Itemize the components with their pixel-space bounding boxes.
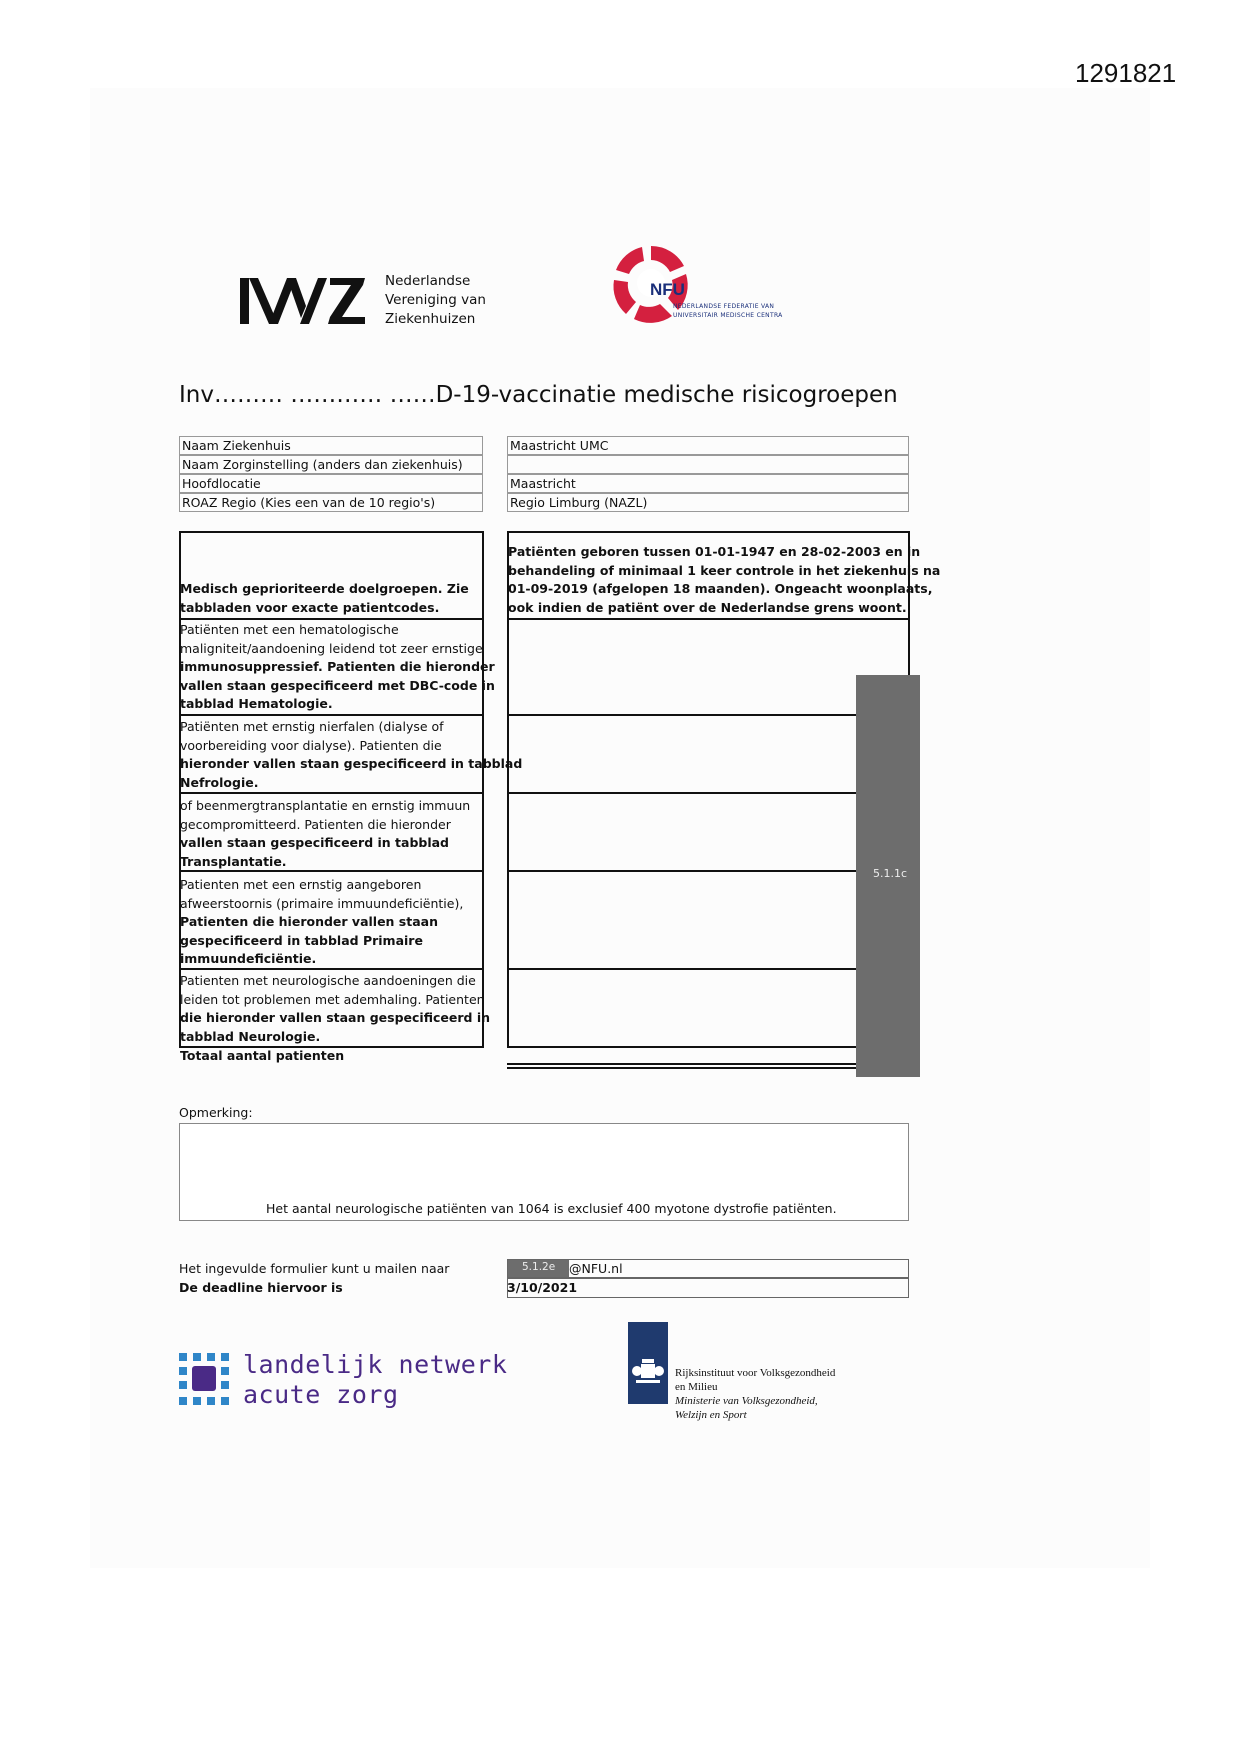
nfu-line: UNIVERSITAIR MEDISCHE CENTRA (673, 312, 783, 319)
field-value-roaz[interactable]: Regio Limburg (NAZL) (507, 493, 909, 512)
group-row-nefrologie: Patiënten met ernstig nierfalen (dialyse of voorbereiding voor dialyse). Patienten die hieronder vallen staan gespecificeerd in tabblad Nefrologie. (180, 719, 523, 790)
deadline-label: De deadline hiervoor is (179, 1280, 343, 1295)
field-value-hoofdlocatie[interactable]: Maastricht (507, 474, 909, 493)
page-title: Inv……… ………… ……D-19-vaccinatie medische risicogroepen (179, 382, 898, 408)
nfu-line: NEDERLANDSE FEDERATIE VAN (673, 303, 775, 310)
group-row-hematologie: Patiënten met een hematologische maligniteit/aandoening leidend tot zeer ernstige immunosuppressief. Patienten die hieronder vallen staan gespecificeerd met DBC-code in tabblad Hematologie. (180, 622, 495, 711)
row-divider (507, 792, 910, 794)
field-label-hoofdlocatie: Hoofdlocatie (179, 474, 483, 493)
nfu-abbrev: NFU (650, 280, 685, 299)
counts-header: Patiënten geboren tussen 01-01-1947 en 28-02-2003 en in behandeling of minimaal 1 keer controle in het ziekenhuis na 01-09-2019 (afgelopen 18 maanden). Ongeacht woonplaats, ook indien de patiënt over de Nederlandse grens woont. (508, 544, 941, 615)
group-row-immuundeficientie: Patienten met een ernstig aangeboren afweerstoornis (primaire immuundeficiëntie), Patienten die hieronder vallen staan gespecificeerd in tabblad Primaire immuundeficiëntie. (180, 877, 464, 966)
row-divider (179, 714, 484, 716)
row-divider (507, 714, 910, 716)
row-text: Patiënten met een hematologische (180, 622, 399, 637)
crest-icon (628, 1322, 668, 1404)
nvz-logo-mark (240, 276, 365, 326)
total-underline (507, 1067, 857, 1069)
row-divider (179, 792, 484, 794)
rivm-logo-mark (628, 1322, 668, 1404)
group-row-neurologie: Patienten met neurologische aandoeningen die leiden tot problemen met ademhaling. Patienten die hieronder vallen staan gespecificeerd in tabblad Neurologie. (180, 973, 490, 1044)
row-divider (179, 618, 484, 620)
mail-redaction-code: 5.1.2e (522, 1261, 556, 1273)
field-value-zorginstelling[interactable] (507, 455, 909, 474)
row-divider (507, 870, 910, 872)
lnaz-logo-mark (179, 1353, 229, 1405)
nfu-logo-text (673, 302, 783, 320)
group-row-transplantatie: of beenmergtransplantatie en ernstig immuun gecompromitteerd. Patienten die hieronder vallen staan gespecificeerd in tabblad Transplantatie. (180, 798, 471, 869)
total-label: Totaal aantal patienten (180, 1048, 345, 1063)
remark-text: Het aantal neurologische patiënten van 1064 is exclusief 400 myotone dystrofie patiënten. (266, 1201, 837, 1216)
field-label-roaz: ROAZ Regio (Kies een van de 10 regio's) (179, 493, 483, 512)
field-label-zorginstelling: Naam Zorginstelling (anders dan ziekenhuis) (179, 455, 483, 474)
lnaz-logo-text: landelijk netwerk acute zorg (243, 1350, 508, 1409)
row-divider (507, 618, 910, 620)
mail-label: Het ingevulde formulier kunt u mailen naar (179, 1261, 450, 1276)
deadline-value: 3/10/2021 (507, 1280, 578, 1295)
nvz-line: Vereniging van (385, 292, 486, 308)
redaction-code: 5.1.1c (873, 867, 908, 880)
document-number: 1291821 (1075, 58, 1177, 88)
nvz-line: Ziekenhuizen (385, 311, 476, 327)
groups-header: Medisch geprioriteerde doelgroepen. Zie tabbladen voor exacte patientcodes. (180, 581, 469, 615)
total-underline (507, 1063, 857, 1065)
nvz-line: Nederlandse (385, 273, 471, 289)
rivm-logo-text: Rijksinstituut voor Volksgezondheid en Milieu Ministerie van Volksgezondheid, Welzijn en Sport (675, 1367, 836, 1421)
field-value-ziekenhuis[interactable]: Maastricht UMC (507, 436, 909, 455)
field-label-ziekenhuis: Naam Ziekenhuis (179, 436, 483, 455)
mail-domain: @NFU.nl (569, 1261, 623, 1276)
remark-label: Opmerking: (179, 1105, 253, 1120)
row-divider (507, 968, 910, 970)
nvz-logo-text (385, 272, 486, 329)
